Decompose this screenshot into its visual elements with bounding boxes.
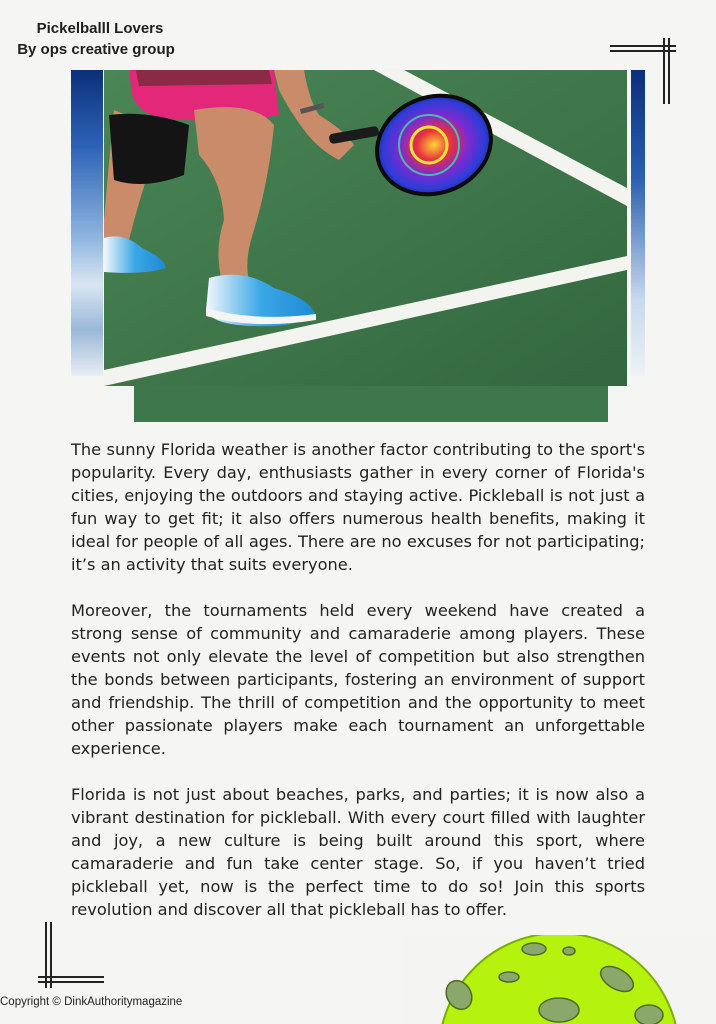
copyright-footer: Copyright © DinkAuthoritymagazine [0,996,183,1008]
corner-decoration-bottom-left [38,922,108,992]
article-paragraph-2: Moreover, the tournaments held every weekend have created a strong sense of community and camaraderie among players. These events not only elevate the level of competition but also strengthen the bonds between participants, fostering an environment of support and friendship. The thrill of competition and the opportunity to meet other passionate players make each tournament an unforgettable experience. [71,601,645,758]
photo-sky-strip-left [71,70,103,376]
magazine-byline: By ops creative group [17,41,175,58]
pickleball-player-photo-icon [104,70,627,386]
pickleball-icon [401,935,716,1024]
pickleball-image [401,935,716,1024]
page-header [0,18,200,60]
photo-sky-strip-right [631,70,645,376]
magazine-title: Pickelballl Lovers [36,20,164,37]
article-body [71,438,645,944]
article-paragraph-3: Florida is not just about beaches, parks, and parties; it is now also a vibrant destination for pickleball. With every court filled with laughter and joy, a new culture is being built around this sport, where camaraderie and fun take center stage. So, if you haven’t tried pickleball yet, now is the perfect time to do so! Join this sports revolution and discover all that pickleball has to offer. [71,785,645,919]
photo-court-bottom [134,386,608,422]
hero-photo [71,70,645,422]
article-paragraph-1: The sunny Florida weather is another factor contributing to the sport's popularity. Every day, enthusiasts gather in every corner of Florida's cities, enjoying the outdoors and staying active. Pickleball is not just a fun way to get fit; it also offers numerous health benefits, making it ideal for people of all ages. There are no excuses for not participating; it’s an activity that suits everyone. [71,440,645,574]
pickleball-player-photo [104,70,627,386]
